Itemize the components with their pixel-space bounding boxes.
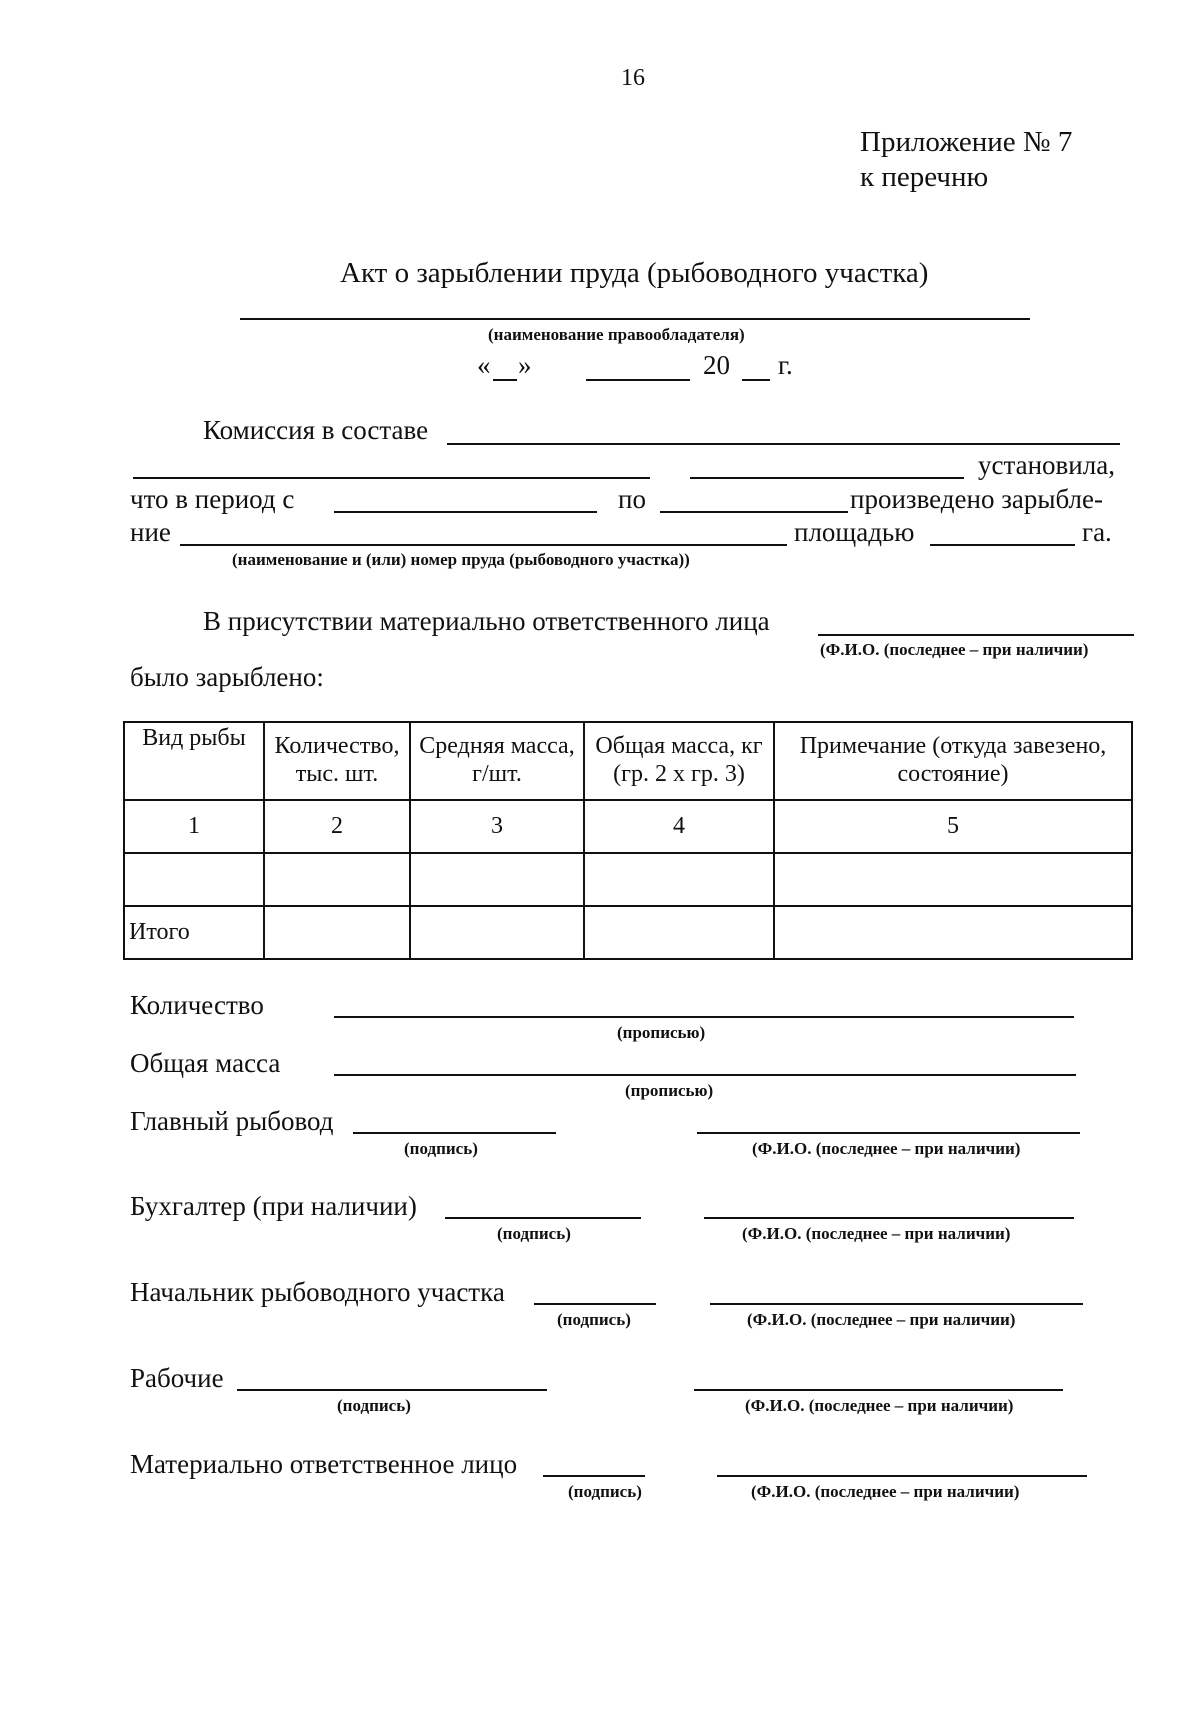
name-line[interactable] — [704, 1217, 1074, 1219]
total-mass-caption: (прописью) — [625, 1081, 714, 1100]
area-unit: га. — [1082, 517, 1112, 547]
signature-caption: (подпись) — [404, 1139, 478, 1158]
appendix-title: Приложение № 7 — [860, 126, 1073, 158]
table-header-row — [124, 722, 1132, 800]
pond-name-line[interactable] — [180, 544, 787, 546]
signature-caption: (подпись) — [497, 1224, 571, 1243]
period-from-label: что в период с — [130, 484, 295, 514]
period-to-label: по — [618, 484, 646, 514]
stocked-label: было зарыблено: — [130, 662, 324, 692]
cell-total-mass[interactable] — [584, 853, 774, 906]
date-month-line[interactable] — [586, 379, 690, 381]
signature-line[interactable] — [237, 1389, 547, 1391]
quantity-label: Количество — [130, 990, 264, 1020]
owner-caption: (наименование правообладателя) — [488, 325, 745, 344]
name-caption: (Ф.И.О. (последнее – при наличии) — [745, 1396, 1014, 1415]
signature-line[interactable] — [534, 1303, 656, 1305]
commission-members-line-3[interactable] — [690, 477, 964, 479]
total-mass-label: Общая масса — [130, 1048, 281, 1078]
table-total-row — [124, 906, 1132, 959]
header-avg-mass: Средняя масса, г/шт. — [410, 722, 584, 800]
total-label: Итого — [124, 906, 264, 959]
name-line[interactable] — [710, 1303, 1083, 1305]
period-from-line[interactable] — [334, 511, 597, 513]
table-row — [124, 853, 1132, 906]
signature-role-site-head: Начальник рыбоводного участка — [130, 1277, 505, 1307]
col-number: 1 — [124, 800, 264, 853]
stocking-produced: произведено зарыбле- — [850, 484, 1104, 514]
name-caption: (Ф.И.О. (последнее – при наличии) — [751, 1482, 1020, 1501]
header-total-mass: Общая масса, кг (гр. 2 х гр. 3) — [584, 722, 774, 800]
cell-fish-type[interactable] — [124, 853, 264, 906]
signature-line[interactable] — [543, 1475, 645, 1477]
quantity-caption: (прописью) — [617, 1023, 706, 1042]
owner-name-line[interactable] — [240, 318, 1030, 320]
header-note: Примечание (откуда завезено, состояние) — [774, 722, 1132, 800]
document-title: Акт о зарыблении пруда (рыбоводного участка) — [340, 257, 929, 289]
date-day-line[interactable] — [493, 379, 517, 381]
name-caption: (Ф.И.О. (последнее – при наличии) — [752, 1139, 1021, 1158]
commission-members-line-1[interactable] — [447, 443, 1120, 445]
cell-quantity[interactable] — [264, 853, 410, 906]
signature-caption: (подпись) — [568, 1482, 642, 1501]
total-note[interactable] — [774, 906, 1132, 959]
area-line[interactable] — [930, 544, 1075, 546]
signature-line[interactable] — [445, 1217, 641, 1219]
name-caption: (Ф.И.О. (последнее – при наличии) — [747, 1310, 1016, 1329]
date-close-quote: » — [518, 350, 532, 380]
quantity-words-line[interactable] — [334, 1016, 1074, 1018]
col-number: 3 — [410, 800, 584, 853]
responsible-person-caption: (Ф.И.О. (последнее – при наличии) — [820, 640, 1089, 659]
col-number: 5 — [774, 800, 1132, 853]
header-quantity: Количество, тыс. шт. — [264, 722, 410, 800]
name-line[interactable] — [717, 1475, 1087, 1477]
total-quantity[interactable] — [264, 906, 410, 959]
area-label: площадью — [794, 517, 915, 547]
signature-role-accountant: Бухгалтер (при наличии) — [130, 1191, 417, 1221]
name-line[interactable] — [694, 1389, 1063, 1391]
col-number: 2 — [264, 800, 410, 853]
appendix-subtitle: к перечню — [860, 161, 989, 193]
table-number-row — [124, 800, 1132, 853]
page-number: 16 — [621, 65, 645, 91]
signature-role-chief-fish-farmer: Главный рыбовод — [130, 1106, 334, 1136]
commission-established: установила, — [978, 450, 1115, 480]
total-mass-words-line[interactable] — [334, 1074, 1076, 1076]
period-to-line[interactable] — [660, 511, 848, 513]
commission-lead: Комиссия в составе — [203, 415, 429, 445]
col-number: 4 — [584, 800, 774, 853]
cell-avg-mass[interactable] — [410, 853, 584, 906]
name-line[interactable] — [697, 1132, 1080, 1134]
name-caption: (Ф.И.О. (последнее – при наличии) — [742, 1224, 1011, 1243]
header-fish-type: Вид рыбы — [124, 722, 264, 800]
responsible-person-line[interactable] — [818, 634, 1134, 636]
signature-line[interactable] — [353, 1132, 556, 1134]
total-mass[interactable] — [584, 906, 774, 959]
date-year-prefix: 20 — [703, 350, 730, 380]
pond-caption: (наименование и (или) номер пруда (рыбоводного участка)) — [232, 550, 690, 569]
date-year-suffix: г. — [778, 350, 793, 380]
stocking-cont: ние — [130, 517, 171, 547]
commission-members-line-2[interactable] — [133, 477, 650, 479]
signature-caption: (подпись) — [337, 1396, 411, 1415]
total-avg-mass[interactable] — [410, 906, 584, 959]
cell-note[interactable] — [774, 853, 1132, 906]
date-year-line[interactable] — [742, 379, 770, 381]
signature-caption: (подпись) — [557, 1310, 631, 1329]
date-open-quote: « — [477, 350, 491, 380]
signature-role-workers: Рабочие — [130, 1363, 224, 1393]
presence-text: В присутствии материально ответственного лица — [203, 606, 770, 636]
stocking-table — [123, 721, 1133, 960]
signature-role-responsible-person: Материально ответственное лицо — [130, 1449, 518, 1479]
